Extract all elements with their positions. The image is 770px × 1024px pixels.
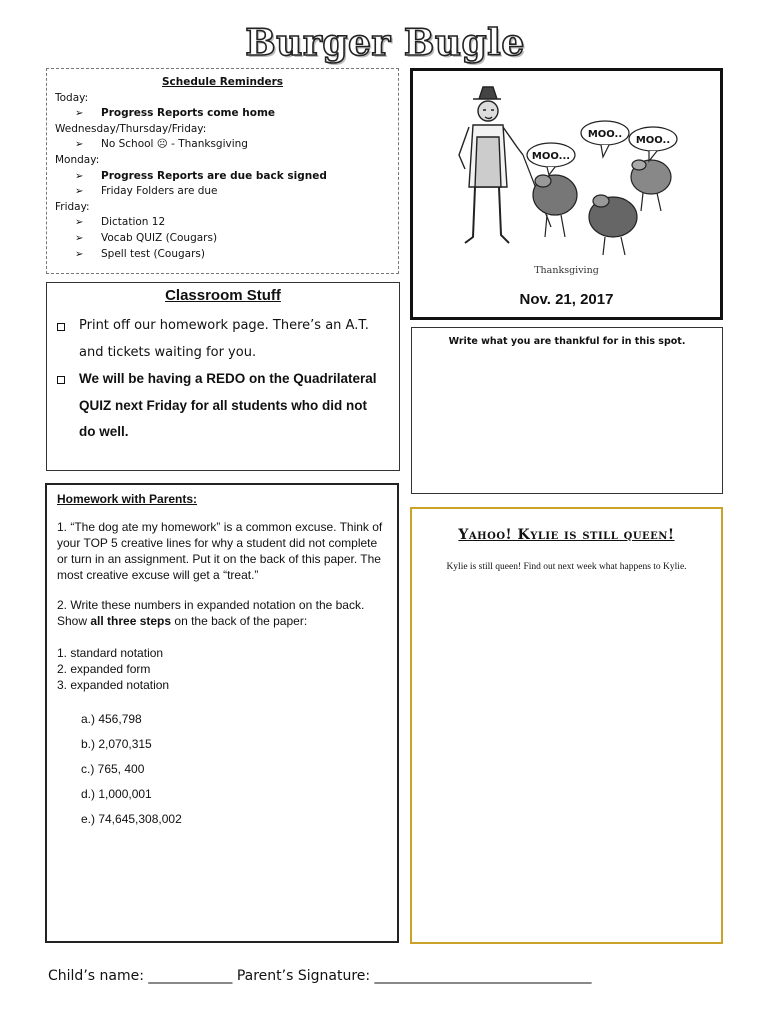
- moo-bubble-3: MOO...: [531, 151, 571, 162]
- kylie-news-box: [410, 507, 723, 944]
- classroom-title: Classroom Stuff: [165, 287, 281, 304]
- homework-numbers: [57, 707, 387, 832]
- schedule-item: ➢ Progress Reports come home: [55, 106, 390, 122]
- checkbox-bullet-icon: [57, 376, 65, 384]
- kylie-news-text: Kylie is still queen! Find out next week what happens to Kylie.: [446, 562, 687, 572]
- number-item: e.) 74,645,308,002: [81, 812, 182, 826]
- today-label: Today:: [55, 91, 89, 104]
- thanksgiving-cartoon-box: [410, 68, 723, 320]
- schedule-item: ➢ Dictation 12: [55, 215, 390, 231]
- cartoon-caption: Thanksgiving: [534, 265, 599, 276]
- newsletter-title: Burger Bugle: [245, 22, 525, 64]
- number-item: a.) 456,798: [81, 712, 142, 726]
- farmer-turkeys-cartoon: [443, 77, 693, 262]
- homework-box: [45, 483, 399, 943]
- number-item: d.) 1,000,001: [81, 787, 152, 801]
- schedule-item: ➢ Spell test (Cougars): [55, 247, 390, 263]
- newsletter-date: Nov. 21, 2017: [519, 291, 614, 308]
- schedule-item: ➢ Friday Folders are due: [55, 184, 390, 200]
- thankful-box: [411, 327, 723, 494]
- step: 3. expanded notation: [57, 678, 170, 692]
- homework-item-1: 1. “The dog ate my homework” is a common excuse. Think of your TOP 5 creative lines for why a student did not complete or turn in an assignment. Put it on the back of this paper. The most creative excuse will get a “treat.”: [57, 520, 383, 582]
- monday-label: Monday:: [55, 153, 100, 166]
- schedule-item: ➢ Progress Reports are due back signed: [55, 169, 390, 185]
- homework-item-2: 2. Write these numbers in expanded notation on the back. Show all three steps on the back of the paper:: [57, 598, 365, 628]
- homework-steps: [57, 645, 387, 693]
- friday-label: Friday:: [55, 200, 90, 213]
- step: 2. expanded form: [57, 662, 151, 676]
- number-item: b.) 2,070,315: [81, 737, 152, 751]
- moo-bubble-1: MOO..: [587, 129, 623, 140]
- schedule-heading: Schedule Reminders: [161, 76, 284, 88]
- wtf-label: Wednesday/Thursday/Friday:: [55, 122, 207, 135]
- number-item: c.) 765, 400: [81, 762, 145, 776]
- schedule-item: ➢ No School ☹ - Thanksgiving: [55, 137, 390, 153]
- signature-line: Child’s name: ____________ Parent’s Signature: _______________________________: [48, 968, 592, 984]
- classroom-item: We will be having a REDO on the Quadrilateral QUIZ next Friday for all students who did not do well.: [57, 366, 387, 446]
- thankful-prompt: Write what you are thankful for in this spot.: [448, 336, 686, 347]
- moo-bubble-2: MOO..: [635, 135, 671, 146]
- classroom-item: Print off our homework page. There’s an A.T. and tickets waiting for you.: [57, 313, 387, 366]
- kylie-news-title: Yahoo! Kylie is still queen!: [458, 527, 675, 543]
- step: 1. standard notation: [57, 646, 164, 660]
- schedule-reminders-box: [46, 68, 399, 274]
- schedule-item: ➢ Vocab QUIZ (Cougars): [55, 231, 390, 247]
- checkbox-bullet-icon: [57, 323, 65, 331]
- homework-heading: Homework with Parents:: [57, 492, 198, 506]
- classroom-stuff-box: [46, 282, 400, 471]
